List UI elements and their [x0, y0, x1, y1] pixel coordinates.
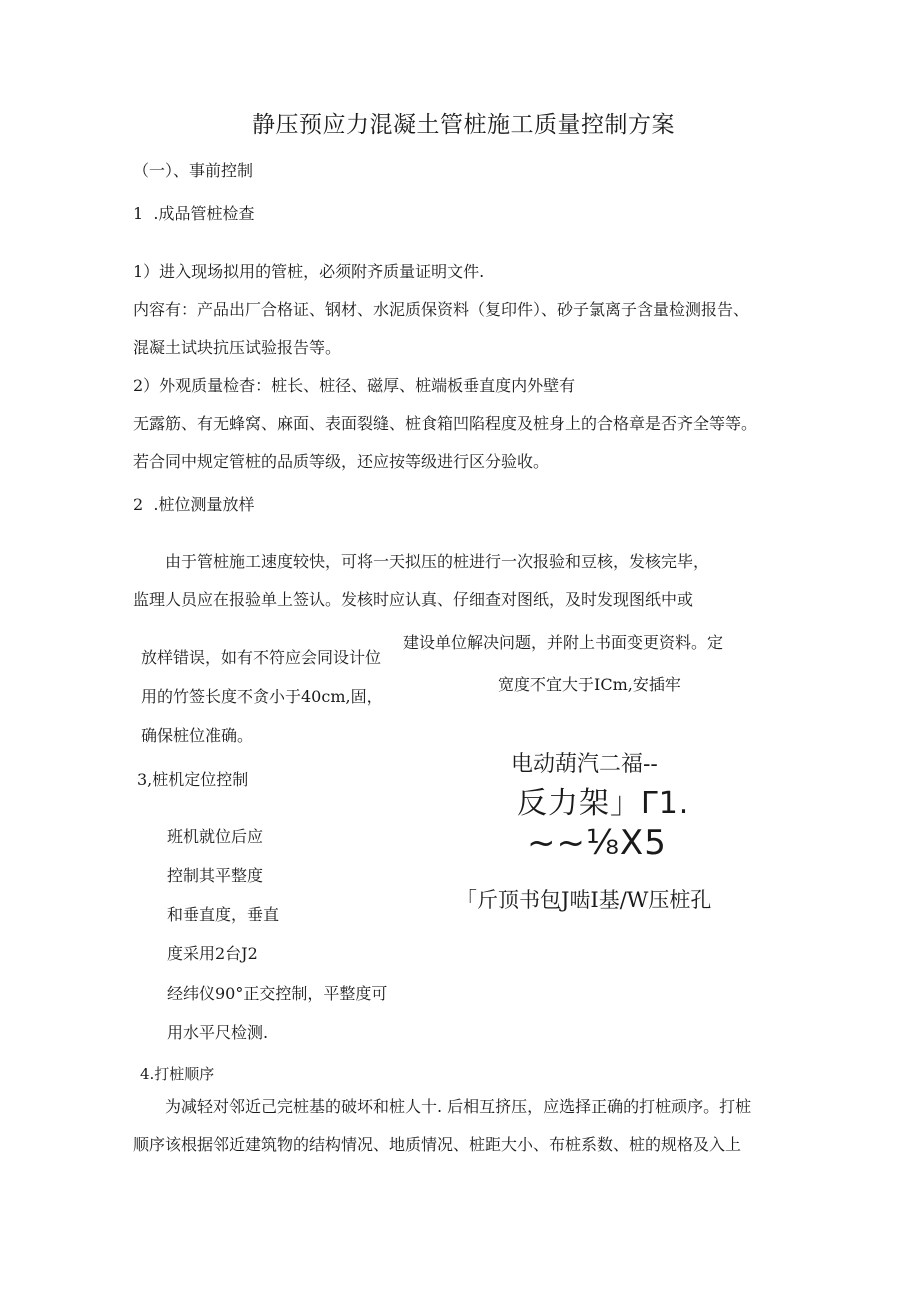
paragraph-line-right: 建设单位解决问题，并附上书面变更资料。定 [403, 633, 724, 652]
paragraph-line: 混凝土试块抗压试验报告等。 [133, 338, 342, 357]
figure-label-line2: 反力架」Γ1. [517, 786, 690, 821]
figure-label-line1: 电动葫汽二福-- [511, 752, 658, 777]
section-heading-prior-control: （一）、事前控制 [133, 161, 254, 180]
paragraph-line-right: 宽度不宜大于ICm,安插牢 [498, 675, 681, 694]
paragraph-line: 监理人员应在报验单上签认。发核时应认真、仔细查对图纸，及时发现图纸中或 [133, 590, 694, 609]
paragraph-line-left: 放样错误，如有不符应会同设计位 [141, 648, 382, 667]
figure-label-line3: ~~⅛X5 [527, 823, 667, 863]
paragraph-line: 2）外观质量检杳：桩长、桩径、磁厚、桩端板垂直度内外壁有 [133, 376, 576, 395]
subheading-pile-inspection: 1 .成品管桩检查 [133, 204, 255, 223]
subheading-pile-survey: 2 .桩位测量放样 [133, 495, 255, 514]
column-line: 班机就位后应 [167, 827, 264, 846]
paragraph-line: 无露筋、有无蜂窝、麻面、表面裂缝、桩食箱凹陷程度及桩身上的合格章是否齐全等等。 [133, 414, 758, 433]
paragraph-line: 为减轻对邻近己完桩基的破坏和桩人十. 后相互挤压，应选择正确的打桩顽序。打桩 [165, 1097, 752, 1116]
column-line: 用水平尺检测. [167, 1023, 269, 1042]
column-line: 经纬仪90°正交控制，平整度可 [167, 984, 388, 1003]
column-line: 度采用2台J2 [167, 944, 258, 963]
subheading-machine-positioning: 3,桩机定位控制 [137, 770, 249, 789]
page-title: 静压预应力混凝土管桩施工质量控制方案 [252, 112, 675, 138]
paragraph-line-left: 用的竹签长度不贪小于40cm,固， [141, 687, 383, 706]
paragraph-line: 若合同中规定管桩的品质等级，还应按等级进行区分验收。 [133, 452, 550, 471]
figure-label-line4: 「斤顶书包J啮I基/W压桩孔 [456, 888, 712, 912]
paragraph-line-left: 确保桩位准确。 [141, 726, 254, 745]
column-line: 和垂直度，垂直 [167, 905, 280, 924]
paragraph-line: 由于管桩施工速度较快，可将一天拟压的桩进行一次报验和豆核，发核完毕， [165, 552, 710, 571]
paragraph-line: 顺序该根据邻近建筑物的结构情况、地质情况、桩距大小、布桩系数、桩的规格及入上 [133, 1135, 742, 1154]
paragraph-line: 1）进入现场拟用的管桩，必须附齐质量证明文件. [133, 262, 485, 281]
paragraph-line: 内容有：产品出厂合格证、钢材、水泥质保资料（复印件）、砂子氯离子含量检测报告、 [133, 300, 750, 319]
subheading-driving-sequence: 4.打桩顺序 [140, 1065, 215, 1083]
column-line: 控制其平整度 [167, 866, 264, 885]
